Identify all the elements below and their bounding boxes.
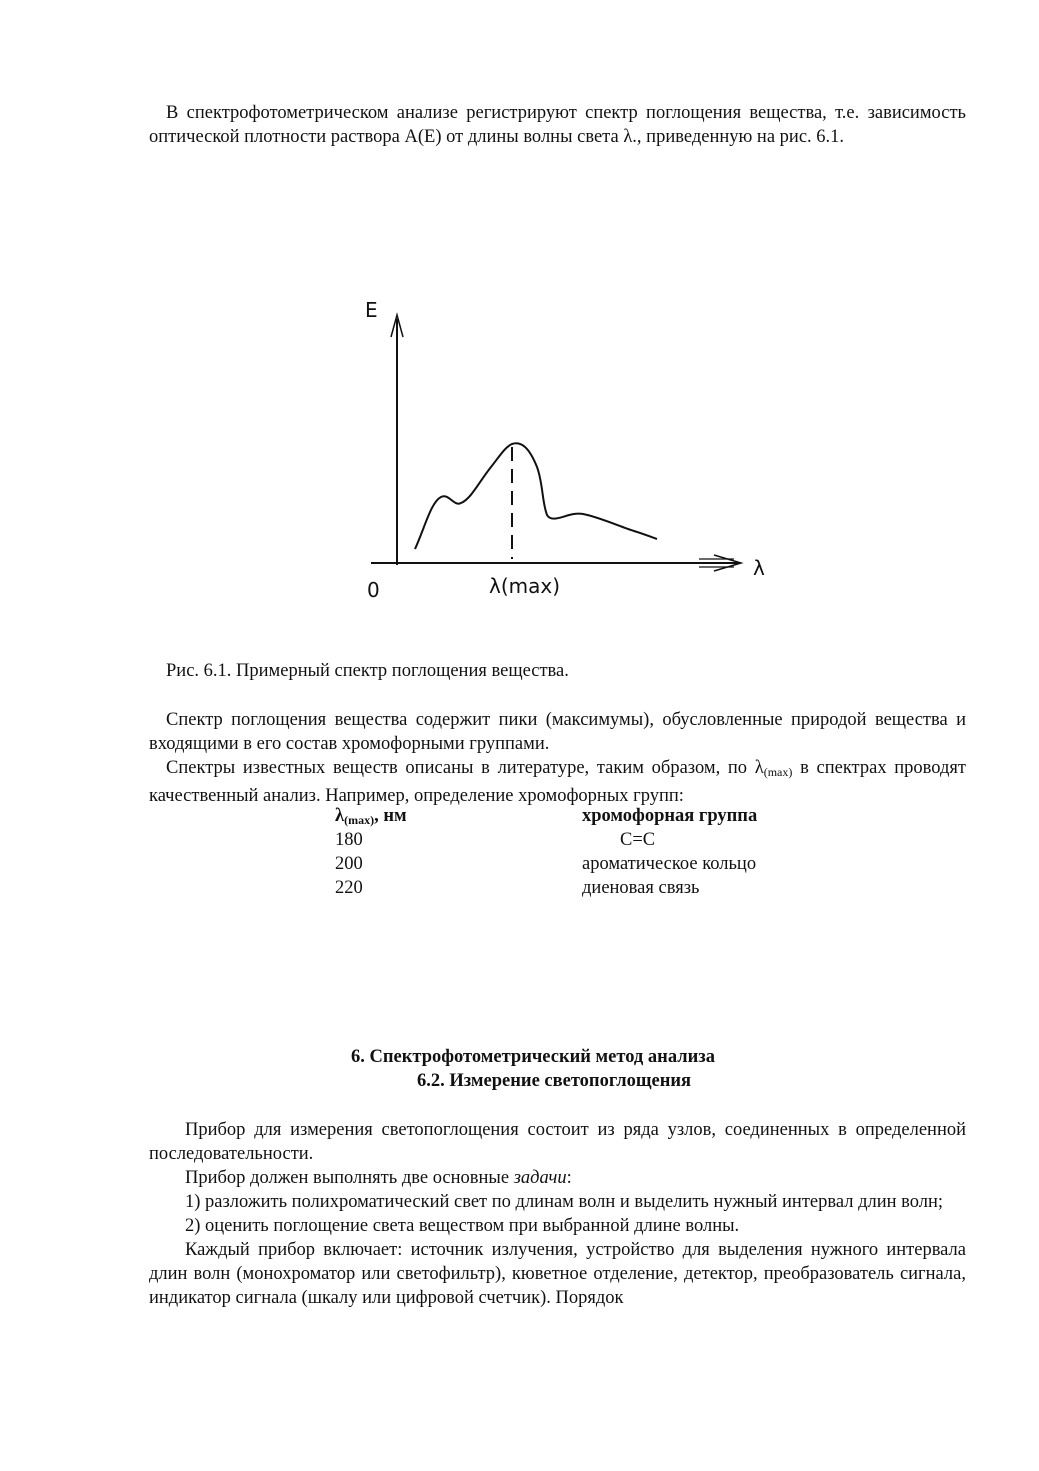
section-heading: 6.2. Измерение светопоглощения [417,1071,692,1091]
table-cell-lambda: 180 [335,830,363,850]
table-header-group: хромофорная группа [582,806,758,826]
list-item-task-2: 2) оценить поглощение света веществом при выбранной длине волны. [185,1216,740,1236]
table-header-row [335,804,835,828]
table-cell-group: С=С [620,830,656,850]
table-row [335,876,835,900]
spectrum-diagram [359,297,779,607]
peak-label: λ(max) [489,574,561,598]
paragraph-qualitative-analysis [149,756,966,808]
paragraph-peaks: Спектр поглощения вещества содержит пики (максимумы), обусловленные природой вещества и входящими в его состав хромофорными группами. [149,710,966,754]
table-header-lambda-sub: (max) [344,813,375,827]
figure-caption: Рис. 6.1. Примерный спектр поглощения вещества. [166,661,569,681]
chromophore-table [335,804,835,900]
paragraph-device: Прибор для измерения светопоглощения состоит из ряда узлов, соединенных в определенной последовательности. [149,1120,966,1164]
table-row [335,828,835,852]
paragraph-tasks-text: Прибор должен выполнять две основные [185,1168,514,1188]
table-header-lambda-unit: , нм [374,806,407,826]
table-row [335,852,835,876]
absorption-spectrum-figure [359,297,779,607]
lambda-max-subscript: (max) [763,765,793,779]
paragraph-tasks [149,1166,966,1190]
measurement-section [149,1118,966,1310]
paragraph-qualitative-text-2: в спектрах проводят качественный анализ. Например, определение хромофорных групп: [149,758,967,806]
paragraph-qualitative-text-1: Спектры известных веществ описаны в литературе, таким образом, по λ [166,758,764,778]
table-cell-lambda: 220 [335,878,363,898]
chapter-heading: 6. Спектрофотометрический метод анализа [351,1047,715,1067]
list-item-task-1: 1) разложить полихроматический свет по длинам волн и выделить нужный интервал длин волн; [185,1192,944,1212]
table-cell-lambda: 200 [335,854,363,874]
paragraph-tasks-emphasis: задачи [513,1168,567,1188]
intro-section [149,101,966,149]
paragraph-intro: В спектрофотометрическом анализе регистрируют спектр поглощения вещества, т.е. зависимость оптической плотности раствора А(Е) от длины волны света λ., приведенную на рис. 6.1. [149,103,966,147]
paragraph-components: Каждый прибор включает: источник излучения, устройство для выделения нужного интервала длин волн (монохроматор или светофильтр), кюветное отделение, детектор, преобразователь сигнала, индикатор сигнала (шкалу или цифровой счетчик). Порядок [149,1240,966,1308]
origin-label: 0 [367,578,380,602]
spectrum-curve [415,443,657,549]
x-axis-label: λ [753,556,765,580]
paragraph-tasks-colon: : [566,1168,572,1188]
table-cell-group: ароматическое кольцо [582,854,757,874]
y-axis-label: E [365,298,378,322]
spectrum-description-section [149,708,966,808]
table-header-lambda-symbol: λ [335,806,345,826]
table-cell-group: диеновая связь [582,878,700,898]
